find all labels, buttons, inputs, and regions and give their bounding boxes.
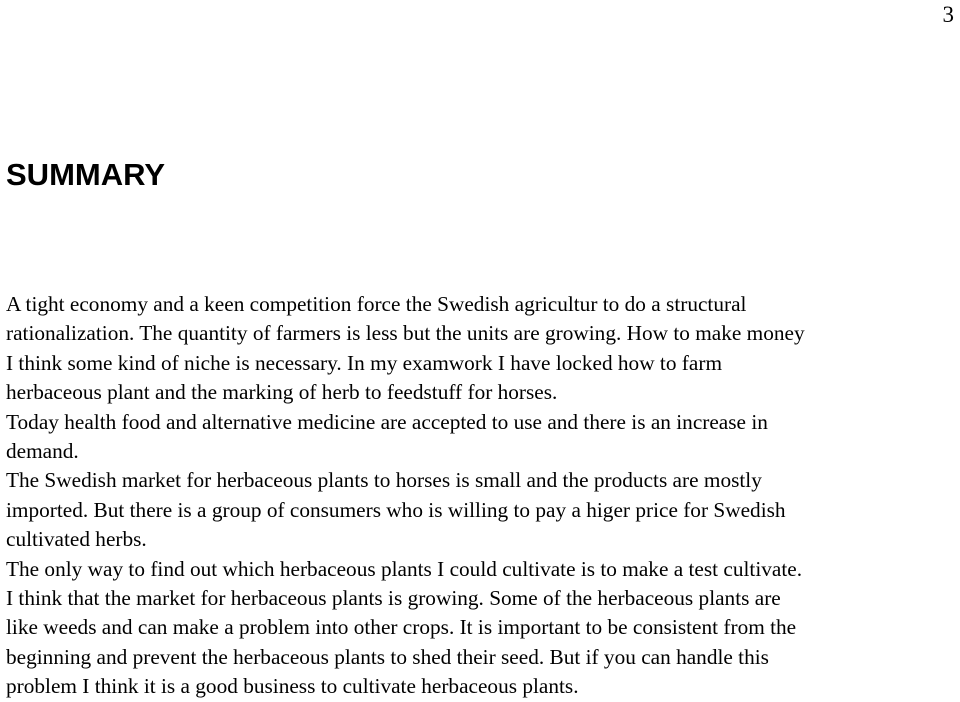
summary-line: I think that the market for herbaceous plants is growing. Some of the herbaceous plants are [6, 586, 781, 611]
summary-line: demand. [6, 439, 79, 464]
summary-line: Today health food and alternative medicine are accepted to use and there is an increase in [6, 409, 768, 434]
summary-line: herbaceous plant and the marking of herb to feedstuff for horses. [6, 380, 558, 405]
summary-line: cultivated herbs. [6, 527, 147, 552]
summary-line: rationalization. The quantity of farmers is less but the units are growing. How to make money [6, 321, 805, 346]
summary-line: imported. But there is a group of consumers who is willing to pay a higer price for Swedish [6, 497, 786, 522]
summary-line: A tight economy and a keen competition force the Swedish agricultur to do a structural [6, 292, 747, 316]
summary-line: The Swedish market for herbaceous plants to horses is small and the products are mostly [6, 468, 762, 493]
summary-line: like weeds and can make a problem into other crops. It is important to be consistent from the [6, 615, 797, 640]
summary-line: The only way to find out which herbaceous plants I could cultivate is to make a test cultivate. [6, 556, 803, 581]
summary-line: I think some kind of niche is necessary. In my examwork I have locked how to farm [6, 350, 723, 375]
summary-line: beginning and prevent the herbaceous plants to shed their seed. But if you can handle this [6, 644, 769, 669]
summary-body [6, 290, 954, 702]
section-heading: SUMMARY [6, 157, 166, 192]
summary-line: problem I think it is a good business to cultivate herbaceous plants. [6, 674, 579, 699]
page-number: 3 [942, 2, 954, 27]
